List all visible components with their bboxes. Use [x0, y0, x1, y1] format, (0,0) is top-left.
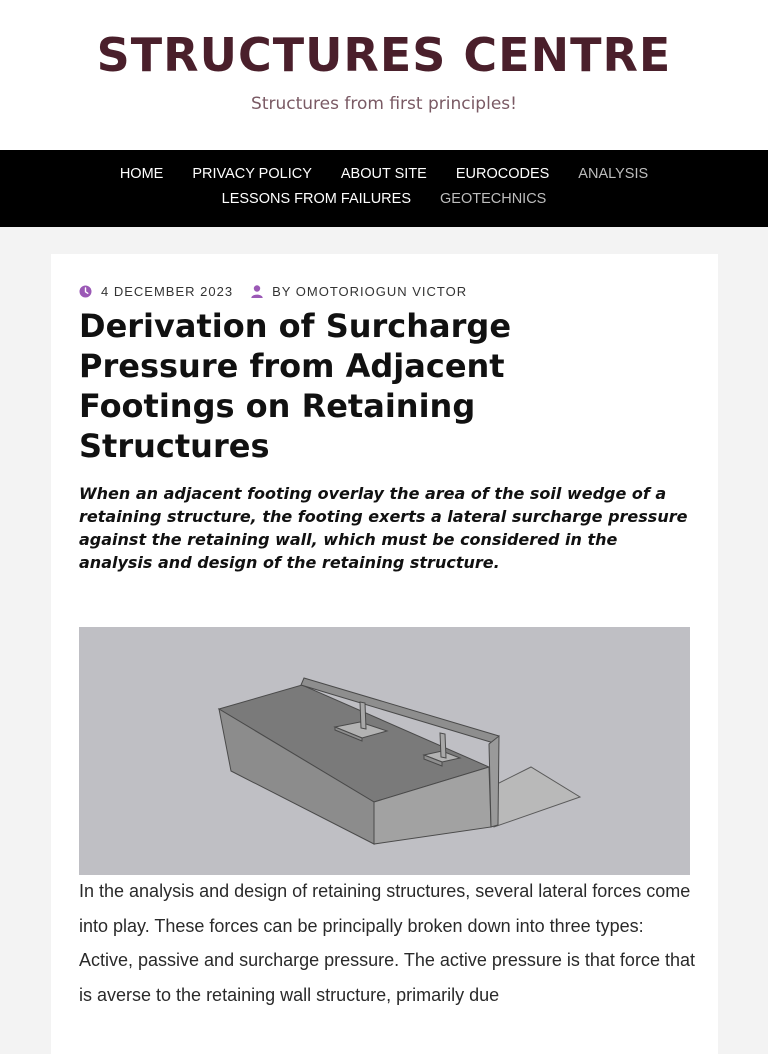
- nav-item-eurocodes[interactable]: EUROCODES: [455, 166, 550, 182]
- clock-icon: [79, 285, 92, 298]
- post-body: In the analysis and design of retaining structures, several lateral forces come into play. These forces can be principally broken down into three types: Active, passive and surcharge pressure. The active pressure is that force that is averse to the retaining wall structure, primarily due: [79, 881, 695, 1005]
- user-icon: [251, 285, 263, 298]
- post-lead: When an adjacent footing overlay the area of the soil wedge of a retaining structure, the footing exerts a lateral surcharge pressure against the retaining wall, which must be considered in the analysis and design of the retaining structure.: [79, 484, 688, 572]
- nav-item-analysis[interactable]: ANALYSIS: [578, 166, 649, 182]
- nav-item-privacy-policy[interactable]: PRIVACY POLICY: [192, 166, 312, 182]
- retaining-wall-illustration: [79, 627, 690, 875]
- site-title[interactable]: STRUCTURES CENTRE: [96, 28, 672, 82]
- nav-item-about-site[interactable]: ABOUT SITE: [340, 166, 427, 182]
- nav-item-lessons-from-failures[interactable]: LESSONS FROM FAILURES: [221, 191, 411, 207]
- post-meta: [79, 284, 467, 299]
- site-tagline: Structures from first principles!: [251, 94, 517, 114]
- nav-item-home[interactable]: HOME: [119, 166, 164, 182]
- main-navigation: [0, 150, 768, 227]
- site-header: [0, 0, 768, 150]
- post-date[interactable]: 4 DECEMBER 2023: [101, 284, 234, 299]
- nav-item-geotechnics[interactable]: GEOTECHNICS: [440, 191, 547, 207]
- nav-row-1: [0, 166, 768, 182]
- post-title: Derivation of Surcharge Pressure from Adjacent Footings on Retaining Structures: [79, 307, 512, 465]
- post-author[interactable]: BY OMOTORIOGUN VICTOR: [272, 284, 468, 299]
- nav-row-2: [0, 191, 768, 207]
- article-card: [51, 254, 718, 1054]
- retaining-wall-figure: [79, 627, 690, 875]
